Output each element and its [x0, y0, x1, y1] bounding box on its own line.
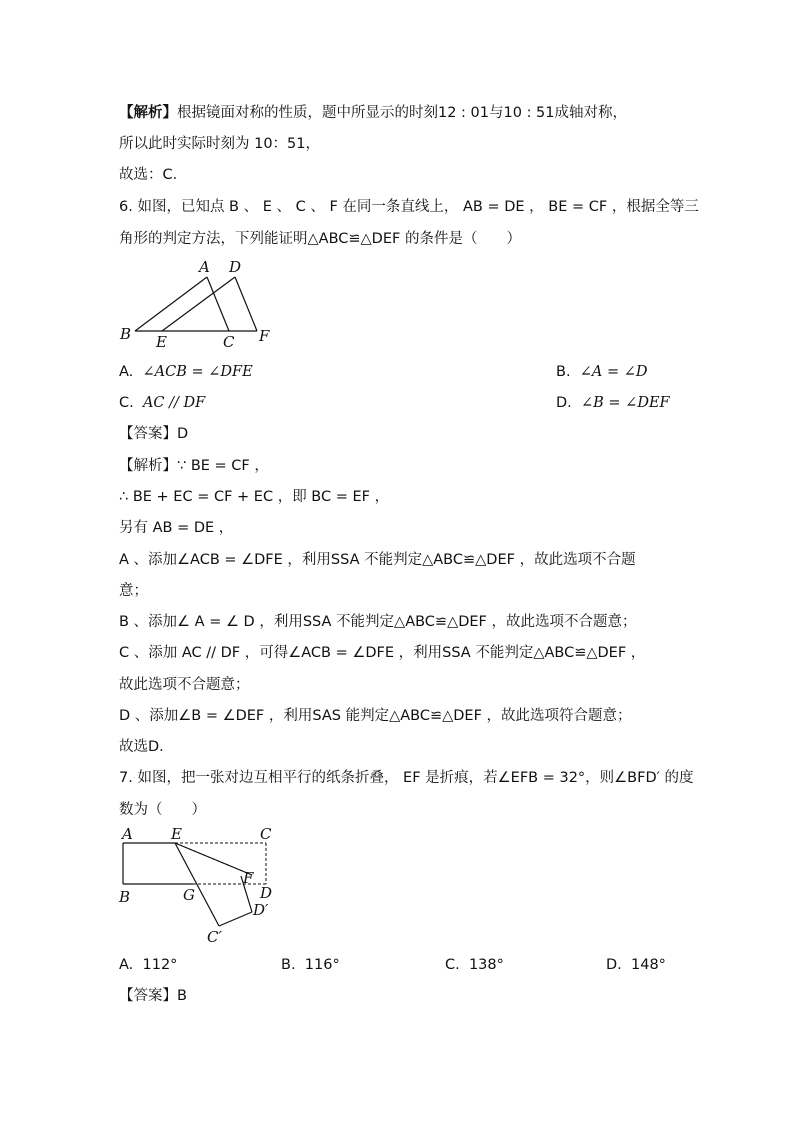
q7-stem-line-2: 数为（ ）: [119, 802, 206, 818]
q6-label-F: F: [259, 327, 270, 345]
analysis-tag: 【解析】: [119, 105, 177, 121]
q7-option-d[interactable]: D. 148°: [606, 957, 666, 973]
prev-analysis-line-1: [119, 103, 627, 123]
q6-analysis-line-2: ∴ BE + EC = CF + EC ，即 BC = EF ，: [119, 489, 390, 505]
q7-label-E: E: [171, 825, 182, 843]
q6-option-b[interactable]: B. ∠A = ∠D: [556, 364, 648, 380]
q7-label-C: C: [260, 825, 272, 843]
q7-label-G: G: [183, 886, 195, 904]
q6-option-c[interactable]: C. AC // DF: [119, 395, 206, 411]
q6-analysis-line-5: 意；: [119, 583, 148, 599]
q7-option-b[interactable]: B. 116°: [281, 957, 340, 973]
q6-analysis-line-6: B 、添加∠ A = ∠ D ，利用SSA 不能判定△ABC≌△DEF ，故此选项不合题意；: [119, 614, 637, 630]
q6-option-d[interactable]: D. ∠B = ∠DEF: [556, 395, 670, 411]
q6-analysis-line-8: 故此选项不合题意；: [119, 677, 250, 693]
q7-fold-figure: [115, 822, 290, 947]
q6-triangle-figure: [115, 255, 285, 350]
q6-analysis-line-4: A 、添加∠ACB = ∠DFE ，利用SSA 不能判定△ABC≌△DEF ，故此选项不合题: [119, 552, 636, 568]
q7-label-F: F: [243, 869, 254, 887]
q7-label-D: D: [260, 884, 273, 902]
q6-label-D: D: [229, 258, 242, 276]
q6-stem-line-2: 角形的判定方法，下列能证明△ABC≌△DEF 的条件是（ ）: [119, 231, 521, 247]
q7-label-B: B: [119, 888, 131, 906]
q6-answer: 【答案】D: [119, 426, 189, 442]
q6-stem-line-1: 6. 如图，已知点 B 、 E 、 C 、 F 在同一条直线上， AB = DE ， BE = CF ，根据全等三: [119, 199, 699, 215]
q7-label-Dprime: D′: [253, 901, 269, 919]
q6-analysis-line-7: C 、添加 AC // DF ，可得∠ACB = ∠DFE ，利用SSA 不能判定△ABC≌△DEF ，: [119, 645, 646, 661]
q7-label-Cprime: C′: [207, 928, 222, 946]
q6-label-B: B: [120, 325, 132, 343]
prev-analysis-text: 根据镜面对称的性质，题中所显示的时刻12 : 01与10 : 51成轴对称，: [177, 105, 628, 121]
q6-label-A: A: [199, 258, 210, 276]
q6-analysis-line-1: 【解析】∵ BE = CF ，: [119, 458, 269, 474]
prev-analysis-line-2: 所以此时实际时刻为 10：51，: [119, 136, 321, 152]
q6-analysis-line-9: D 、添加∠B = ∠DEF ，利用SAS 能判定△ABC≌△DEF ，故此选项符合题意；: [119, 708, 632, 724]
q7-option-a[interactable]: A. 112°: [119, 957, 178, 973]
q6-analysis-line-3: 另有 AB = DE ，: [119, 520, 234, 536]
q7-label-A: A: [122, 825, 133, 843]
prev-analysis-line-3: 故选：C．: [119, 167, 188, 183]
q6-label-E: E: [156, 333, 167, 350]
q6-option-a[interactable]: A. ∠ACB = ∠DFE: [119, 364, 253, 380]
q7-answer: 【答案】B: [119, 988, 187, 1004]
q7-stem-line-1: 7. 如图，把一张对边互相平行的纸条折叠， EF 是折痕，若∠EFB = 32°，则∠BFD′ 的度: [119, 770, 694, 786]
q6-label-C: C: [223, 333, 235, 350]
q7-option-c[interactable]: C. 138°: [445, 957, 504, 973]
q6-analysis-line-10: 故选D．: [119, 739, 174, 755]
